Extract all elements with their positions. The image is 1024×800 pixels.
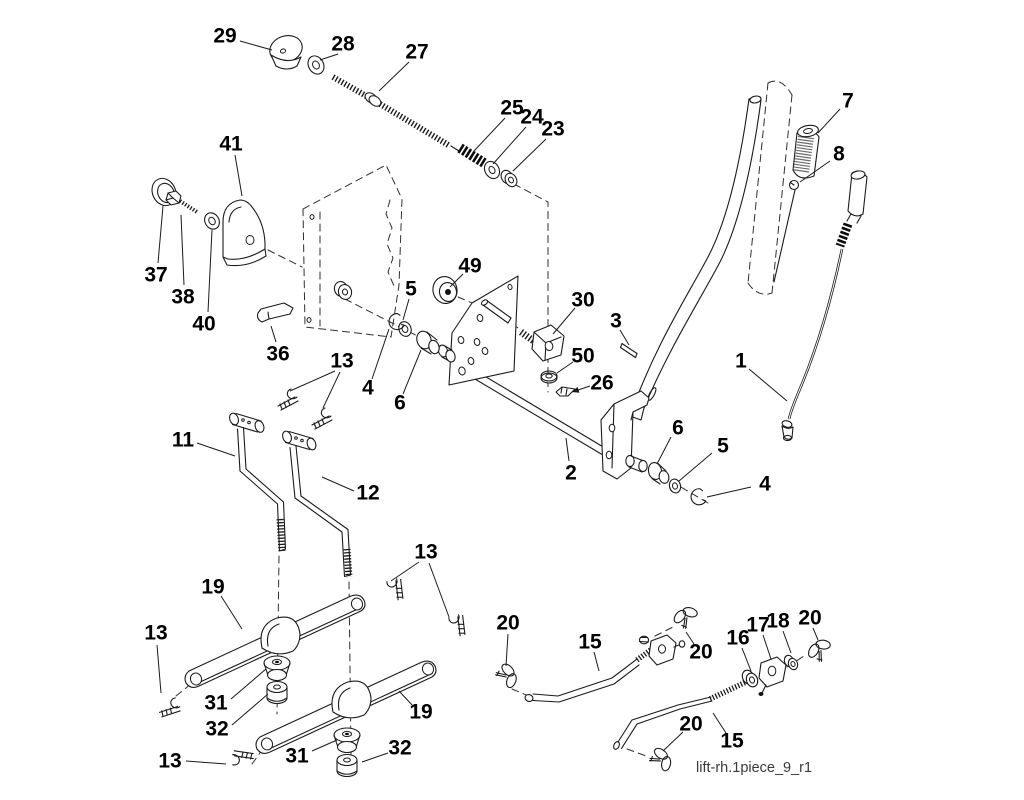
leader-line-7 [818,109,840,133]
leader-line-38 [181,215,184,285]
callout-49: 49 [458,254,482,278]
callout-12: 12 [356,481,380,505]
part-29-knob [266,32,305,69]
part-38-bolt [166,191,197,212]
leader-line-31 [231,669,266,699]
leader-line-18 [783,631,791,653]
lever-hub-bracket [601,391,649,479]
leader-line-20 [506,634,508,666]
part-49-disc [430,274,459,305]
callout-32: 32 [388,736,412,760]
leader-line-13 [157,645,161,693]
part-32-spacer-upper [267,682,287,704]
callout-6: 6 [394,391,406,415]
leader-line-31 [312,740,337,751]
part-28-washer [305,53,327,77]
leader-line-36 [271,326,276,342]
leader-line-15 [594,652,599,671]
callout-19: 19 [409,700,433,724]
callout-8: 8 [833,142,845,166]
part-13-clip [227,744,256,773]
callout-40: 40 [192,312,216,336]
part-6-bushing-right [647,461,670,484]
callout-50: 50 [571,344,595,368]
callout-38: 38 [171,285,195,309]
callout-5: 5 [405,277,417,301]
callout-19: 19 [201,575,225,599]
leader-line-13 [290,371,335,391]
part-13-clip [159,696,182,720]
part-20-clip [669,603,702,631]
callout-4: 4 [362,376,374,400]
callout-29: 29 [213,24,237,48]
part-31-bushing-upper [264,656,290,681]
part-50-washer [541,371,557,383]
part-24-washer [481,159,502,182]
part-25-spring [460,148,484,163]
callout-18: 18 [766,609,790,633]
callout-20: 20 [689,640,713,664]
callout-30: 30 [571,288,595,312]
leader-line-13 [186,761,226,764]
callout-32: 32 [205,717,229,741]
part-27-threaded-rod [333,77,459,151]
leader-line-40 [208,230,212,312]
part-31-bushing-lower [334,728,360,753]
callout-15: 15 [720,729,744,753]
part-13-clip [312,408,332,429]
callout-11: 11 [171,428,195,452]
leader-line-5 [403,299,409,320]
leader-line-19 [221,596,242,629]
leader-line-1 [749,369,787,401]
part-30-trunnion-bolt [521,325,564,361]
callout-3: 3 [610,309,622,333]
leader-line-13 [429,563,449,617]
callout-17: 17 [746,613,770,637]
leader-line-30 [553,308,575,334]
leader-line-29 [240,41,272,50]
part-13-clip [278,389,298,410]
callout-24: 24 [520,105,544,129]
leader-line-32 [362,753,388,762]
part-41-cam-bracket [223,200,266,266]
callout-2: 2 [565,461,577,485]
part-16-nut [740,669,759,689]
part-3-pin [621,344,638,358]
part-36-latch [258,303,294,322]
leader-line-41 [235,155,242,196]
leader-line-23 [513,139,546,171]
callout-41: 41 [219,132,243,156]
leader-line-32 [232,694,268,725]
callout-37: 37 [144,263,168,287]
leader-line-4 [707,487,751,497]
callout-20: 20 [679,712,703,736]
callout-25: 25 [500,96,524,120]
callout-13: 13 [330,349,354,373]
callout-15: 15 [578,630,602,654]
callout-7: 7 [842,89,854,113]
lift-links [228,389,350,577]
part-11-link [228,412,285,551]
callout-4: 4 [759,472,771,496]
callout-13: 13 [414,540,438,564]
part-1-cable [781,170,867,441]
lift-arms [159,575,471,776]
callout-28: 28 [331,32,355,56]
part-40-washer [202,210,223,232]
part-12-link [281,430,350,577]
leader-line-13 [323,372,340,408]
part-8-ball [790,181,799,190]
leader-line-13 [391,562,419,581]
callout-5: 5 [717,434,729,458]
leader-line-6 [403,350,421,394]
adjustment-rod-assembly [266,32,519,189]
console-panel-reference [303,165,402,337]
leader-line-17 [763,635,771,659]
callout-20: 20 [496,611,520,635]
leader-line-16 [742,648,751,671]
part-13-clip [382,575,409,601]
part-20-clip [494,660,520,691]
callout-13: 13 [158,749,182,773]
part-6-bushing-left [415,329,441,355]
lift-shaft-assembly [387,274,637,458]
leader-line-24 [493,127,526,164]
leader-line-27 [379,62,409,91]
leader-line-2 [566,438,569,461]
callout-20: 20 [798,606,822,630]
leader-line-6 [657,437,671,464]
callout-1: 1 [735,349,747,373]
lift-lever-assembly [601,81,867,506]
callout-6: 6 [672,416,684,440]
leader-line-25 [474,118,505,151]
part-20-clip [802,634,837,666]
panel-bushing [333,280,353,301]
callout-27: 27 [405,40,429,64]
leader-line-37 [158,206,163,263]
leader-line-20 [813,628,818,640]
callout-31: 31 [204,691,228,715]
mounting-plate [449,276,518,385]
part-17-trunnion [759,657,787,696]
callout-23: 23 [541,117,565,141]
part-7-grip [793,124,819,178]
leader-line-5 [679,453,712,481]
grip-axis-line [774,190,795,282]
callout-13: 13 [144,621,168,645]
callout-31: 31 [285,744,309,768]
leader-line-11 [197,443,235,456]
callout-16: 16 [726,626,750,650]
diagram-filename: lift-rh.1piece_9_r1 [696,760,813,776]
leader-line-12 [322,477,354,491]
leader-line-4 [372,329,389,379]
callout-36: 36 [266,342,290,366]
callout-26: 26 [590,371,614,395]
part-15-rod-upper [524,649,652,703]
part-20-clip [646,743,676,777]
lever-knob-assembly [148,165,402,337]
part-32-spacer-lower [337,755,357,777]
